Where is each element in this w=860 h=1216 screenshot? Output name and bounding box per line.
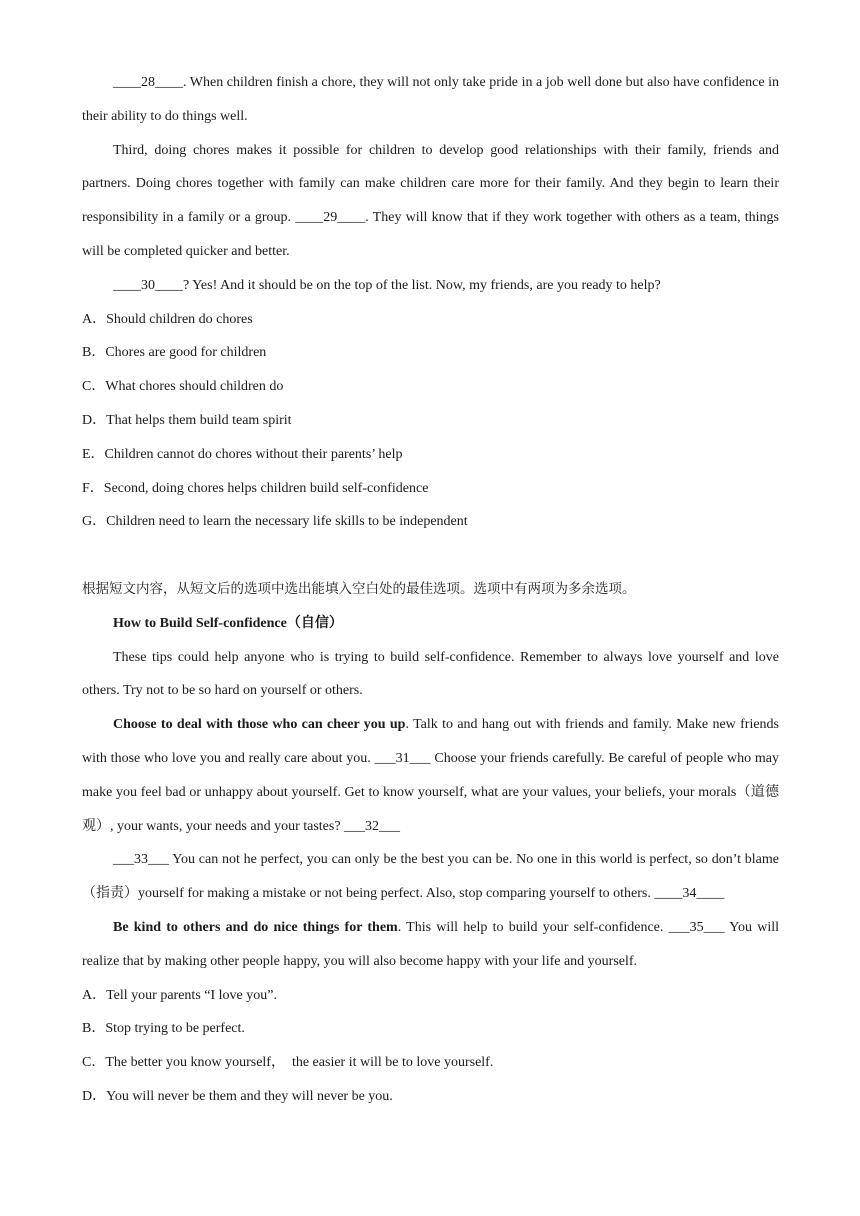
options-list-2 bbox=[82, 979, 779, 1114]
paragraph-31-32-text: . Talk to and hang out with friends and family. Make new friends with those who love you and really care about you. ___31___ Choose your friends carefully. Be careful of people who may make you feel bad or unhappy about yourself. Get to know yourself, what are your values, your beliefs, your morals（道德观）, your wants, your needs and your tastes? ___32___ bbox=[82, 717, 779, 834]
section-divider bbox=[82, 539, 779, 573]
title-text: How to Build Self-confidence（自信） bbox=[113, 615, 343, 631]
option-d: D．You will never be them and they will never be you. bbox=[82, 1088, 393, 1104]
option-f: F．Second, doing chores helps children build self-confidence bbox=[82, 480, 429, 496]
passage-title bbox=[82, 607, 779, 641]
paragraph-intro: These tips could help anyone who is trying to build self-confidence. Remember to always love yourself and love others. Try not to be so hard on yourself or others. bbox=[82, 649, 779, 699]
option-b: B．Stop trying to be perfect. bbox=[82, 1021, 245, 1037]
paragraph-30: ____30____? Yes! And it should be on the top of the list. Now, my friends, are you ready to help? bbox=[113, 277, 661, 293]
tip-heading-1: Choose to deal with those who can cheer you up bbox=[113, 717, 406, 733]
option-g: G．Children need to learn the necessary life skills to be independent bbox=[82, 514, 468, 530]
paragraph-29: Third, doing chores makes it possible for children to develop good relationships with their family, friends and partners. Doing chores together with family can make children care more for their family. And they begin to learn their responsibility in a family or a group. ____29____. They will know that if they work together with others as a team, things will be completed quicker and better. bbox=[82, 142, 779, 259]
paragraph-28: ____28____. When children finish a chore, they will not only take pride in a job well done but also have confidence in their ability to do things well. bbox=[82, 75, 779, 124]
paragraph-33-34: ___33___ You can not he perfect, you can only be the best you can be. No one in this world is perfect, so don’t blame（指责）yourself for making a mistake or not being perfect. Also, stop comparing yourself to others. ____34____ bbox=[82, 852, 779, 902]
option-b: B．Chores are good for children bbox=[82, 345, 267, 361]
paragraph-31-32 bbox=[82, 708, 779, 843]
option-c: C．What chores should children do bbox=[82, 379, 284, 395]
options-list-1 bbox=[82, 303, 779, 540]
document-page bbox=[82, 66, 779, 1114]
paragraph-35-text: . This will help to build your self-confidence. ___35___ You will realize that by making other people happy, you will also become happy with your life and yourself. bbox=[82, 919, 779, 969]
option-e: E．Children cannot do chores without their parents’ help bbox=[82, 446, 403, 462]
tip-heading-2: Be kind to others and do nice things for them bbox=[113, 919, 398, 935]
option-c: C．The better you know yourself， the easier it will be to love yourself. bbox=[82, 1055, 494, 1071]
option-d: D．That helps them build team spirit bbox=[82, 412, 292, 428]
option-a: A．Tell your parents “I love you”. bbox=[82, 987, 277, 1003]
option-a: A．Should children do chores bbox=[82, 311, 253, 327]
instruction: 根据短文内容，从短文后的选项中选出能填入空白处的最佳选项。选项中有两项为多余选项。 bbox=[82, 580, 636, 597]
paragraph-35 bbox=[82, 911, 779, 979]
